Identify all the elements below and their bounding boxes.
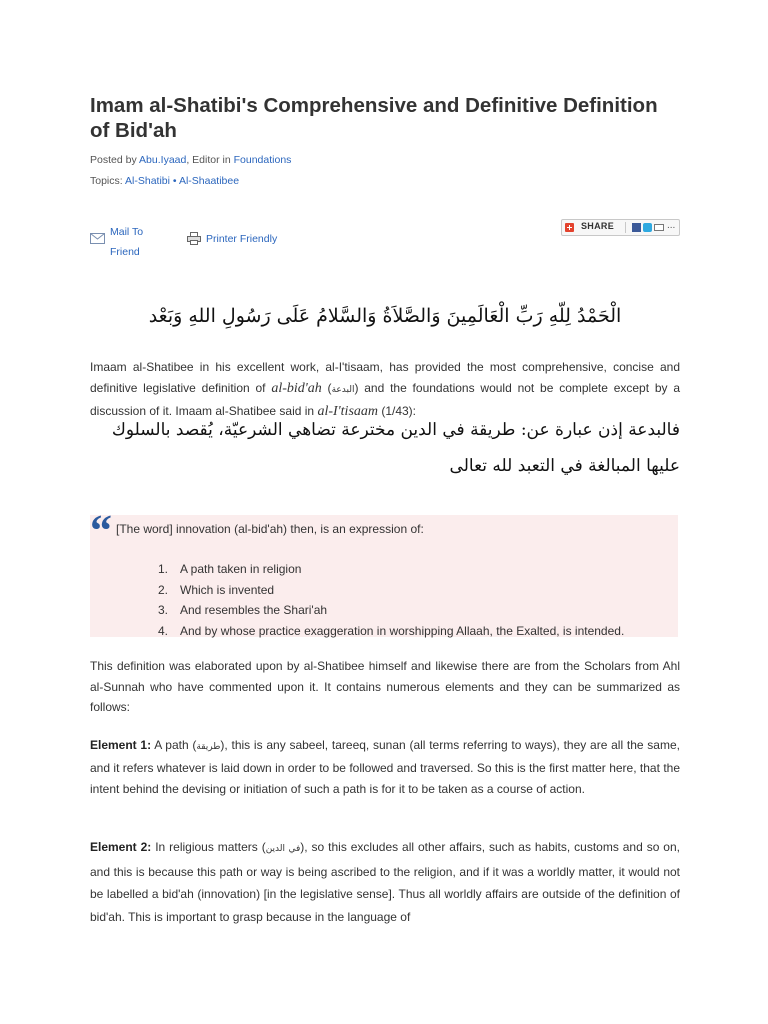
posted-by-label: Posted by bbox=[90, 154, 140, 166]
intro-text: (1/43): bbox=[378, 404, 417, 418]
list-item-text: And resembles the Shari'ah bbox=[180, 603, 328, 617]
element-2-paragraph bbox=[90, 836, 680, 928]
list-item bbox=[158, 559, 624, 580]
printer-friendly-label: Printer Friendly bbox=[206, 233, 278, 245]
category-link[interactable]: Foundations bbox=[233, 154, 292, 166]
page-title: Imam al-Shatibi's Comprehensive and Definitive Definition of Bid'ah bbox=[90, 94, 658, 142]
topics-label: Topics: bbox=[90, 175, 126, 187]
element-2-arabic: في الدين bbox=[265, 844, 301, 854]
list-item-text: Which is invented bbox=[180, 582, 275, 597]
quote-mark-icon: “ bbox=[90, 506, 112, 555]
facebook-icon[interactable] bbox=[632, 223, 641, 232]
email-icon[interactable] bbox=[654, 224, 664, 231]
topic-separator: • bbox=[172, 175, 177, 187]
mail-to-friend-label: Mail To Friend bbox=[110, 226, 144, 258]
editor-in-label: , Editor in bbox=[186, 154, 234, 166]
list-item-number: 2. bbox=[158, 582, 169, 597]
share-plus-icon bbox=[565, 223, 574, 232]
book-title: al-I'tisaam bbox=[317, 404, 378, 419]
share-label: SHARE bbox=[581, 221, 615, 231]
element-1-text: A path ( bbox=[151, 738, 197, 752]
intro-text: Imaam al-Shatibee in his excellent work, al-I'tisaam, has provided the most comprehensive, concise and definitive legislative definition of bbox=[90, 360, 680, 395]
intro-text: ) and the foundations would not be complete except by a discussion of it. Imaam al-Shatibee said in bbox=[90, 381, 680, 418]
element-2-label: Element 2: bbox=[90, 840, 152, 854]
arabic-quote: فالبدعة إذن عبارة عن: طريقة في الدين مخترعة تضاهي الشرعيّة، يُقصد بالسلوك عليها المبالغة في التعبد لله تعالى bbox=[111, 420, 680, 476]
list-item-number: 4. bbox=[158, 623, 169, 638]
basmala-arabic: الْحَمْدُ لِلّهِ رَبِّ الْعَالَمِينَ وَالصَّلاَةُ وَالسَّلامُ عَلَى رَسُولِ اللهِ وَبَعْد bbox=[148, 305, 622, 327]
share-divider bbox=[625, 222, 626, 233]
article-tools bbox=[90, 222, 680, 262]
summary-paragraph: This definition was elaborated upon by al-Shatibee himself and likewise there are from the Scholars from Ahl al-Sunnah who have commented upon it. It contains numerous elements and they can be summarized as follows: bbox=[90, 659, 680, 714]
term-arabic: البدعة bbox=[331, 385, 355, 395]
share-button[interactable] bbox=[561, 219, 680, 236]
element-2-text: In religious matters ( bbox=[151, 840, 266, 854]
list-item-number: 3. bbox=[158, 603, 169, 617]
envelope-icon bbox=[90, 233, 105, 244]
topics bbox=[90, 175, 239, 187]
quote-intro: [The word] innovation (al-bid'ah) then, is an expression of: bbox=[116, 522, 424, 536]
twitter-icon[interactable] bbox=[643, 223, 652, 232]
definition-list bbox=[158, 559, 624, 641]
byline bbox=[90, 154, 291, 166]
element-1-arabic: طريقة bbox=[196, 742, 221, 752]
element-1-text: ), this is any sabeel, tareeq, sunan (all terms referring to ways), they are all the same, and it refers whatever is laid down in order to be followed and traversed. So this is the first matter here, that the intent behind the devising or initiation of such a path is for it to be taken as a course of action. bbox=[90, 738, 680, 796]
printer-icon bbox=[187, 232, 201, 245]
element-1-label: Element 1: bbox=[90, 738, 152, 752]
topic-link-al-shatibi[interactable]: Al-Shatibi bbox=[125, 175, 170, 187]
list-item bbox=[158, 621, 624, 642]
blockquote bbox=[90, 506, 678, 638]
list-item bbox=[158, 580, 624, 601]
topic-link-al-shaatibee[interactable]: Al-Shaatibee bbox=[178, 175, 240, 187]
term-al-bidah: al-bid'ah bbox=[271, 381, 322, 396]
intro-text: ( bbox=[321, 381, 332, 395]
element-1-paragraph bbox=[90, 735, 680, 800]
author-link[interactable]: Abu.Iyaad bbox=[139, 154, 187, 166]
list-item-text: A path taken in religion bbox=[180, 562, 302, 576]
element-2-text: ), so this excludes all other affairs, such as habits, customs and so on, and this is because this path or way is being ascribed to the religion, and if it was a worldly matter, it would not be labelled a bid'ah (innovation) [in the legislative sense]. Thus all worldly affairs are outside of the definition of bid'ah. This is important to grasp because in the language of bbox=[90, 840, 680, 924]
list-item-number: 1. bbox=[158, 562, 169, 576]
share-more-icon[interactable]: ... bbox=[667, 220, 676, 231]
list-item bbox=[158, 600, 624, 621]
list-item-text: And by whose practice exaggeration in worshipping Allaah, the Exalted, is intended. bbox=[180, 623, 625, 638]
